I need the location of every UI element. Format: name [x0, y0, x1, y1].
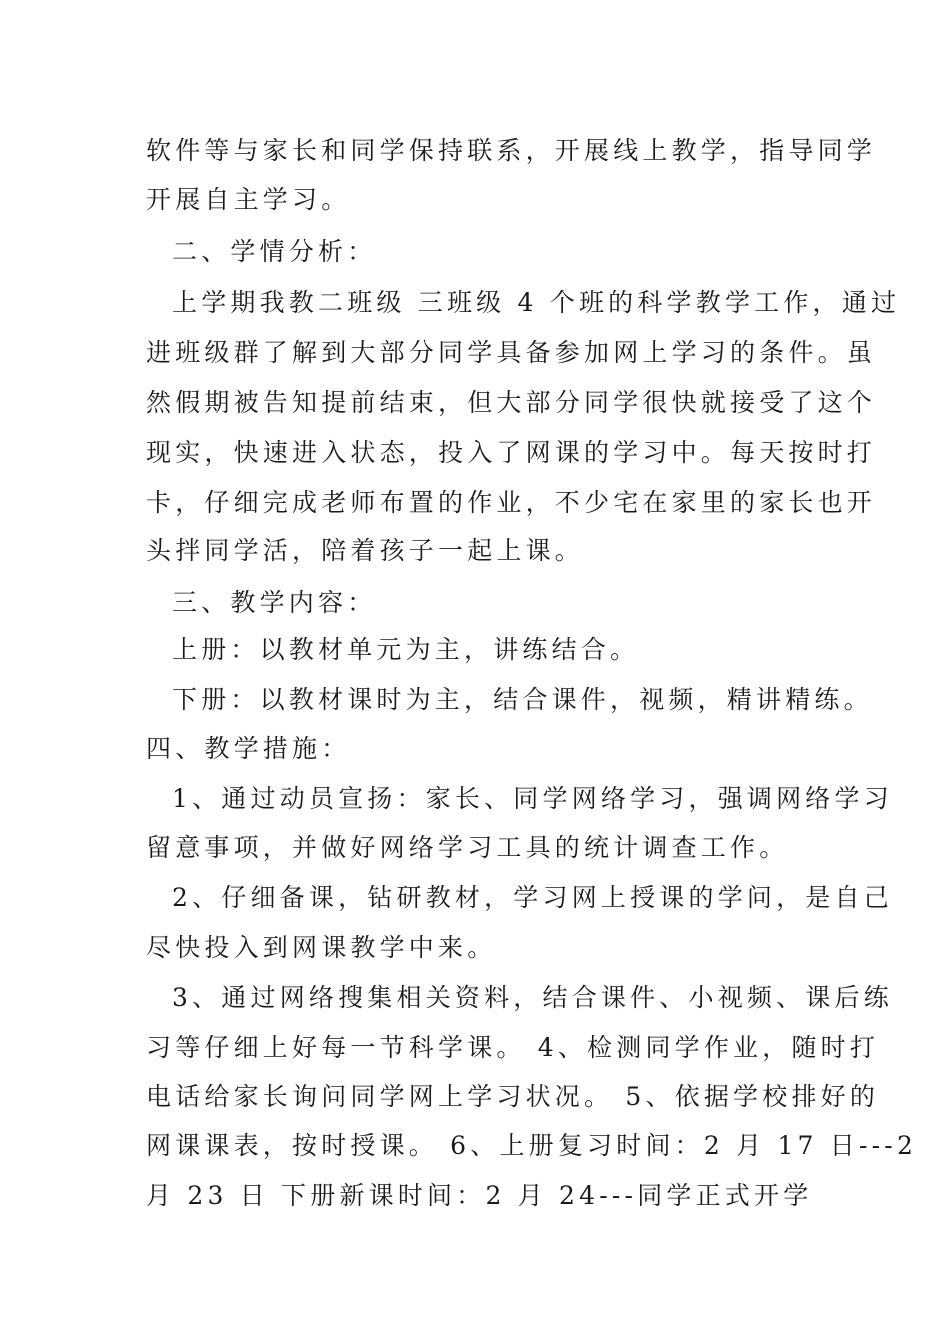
section-heading: 二、学情分析： [172, 237, 377, 266]
paragraph-line: 留意事项，并做好网络学习工具的统计调查工作。 [146, 833, 789, 862]
paragraph-line: 习等仔细上好每一节科学课。 4、检测同学作业，随时打 [146, 1033, 880, 1062]
section-heading: 三、教学内容： [172, 588, 377, 617]
paragraph-line: 卡，仔细完成老师布置的作业，不少宅在家里的家长也开 [146, 488, 877, 517]
paragraph-line: 2、仔细备课，钻研教材，学习网上授课的学问，是自己 [172, 883, 893, 912]
paragraph-line: 下册：以教材课时为主，结合课件，视频，精讲精练。 [172, 685, 873, 714]
paragraph-line: 1、通过动员宣扬：家长、同学网络学习，强调网络学习 [172, 784, 893, 813]
paragraph-line: 进班级群了解到大部分同学具备参加网上学习的条件。虽 [146, 338, 877, 367]
section-heading: 四、教学措施： [146, 734, 351, 763]
paragraph-line: 电话给家长询问同学网上学习状况。 5、依据学校排好的 [146, 1082, 880, 1111]
paragraph-line: 3、通过网络搜集相关资料，结合课件、小视频、课后练 [172, 983, 893, 1012]
paragraph-line: 头拌同学活，陪着孩子一起上课。 [146, 536, 585, 565]
paragraph-line: 现实，快速进入状态，投入了网课的学习中。每天按时打 [146, 438, 877, 467]
paragraph-line: 上学期我教二班级 三班级 4 个班的科学教学工作，通过 [172, 288, 901, 317]
paragraph-line: 月 23 日 下册新课时间：2 月 24---同学正式开学 [146, 1181, 813, 1210]
paragraph-line: 开展自主学习。 [146, 185, 351, 214]
paragraph-line: 然假期被告知提前结束，但大部分同学很快就接受了这个 [146, 388, 877, 417]
paragraph-line: 网课课表，按时授课。 6、上册复习时间：2 月 17 日---2 [146, 1131, 918, 1160]
paragraph-line: 尽快投入到网课教学中来。 [146, 933, 497, 962]
paragraph-line: 软件等与家长和同学保持联系，开展线上教学，指导同学 [146, 136, 877, 165]
paragraph-line: 上册：以教材单元为主，讲练结合。 [172, 635, 640, 664]
